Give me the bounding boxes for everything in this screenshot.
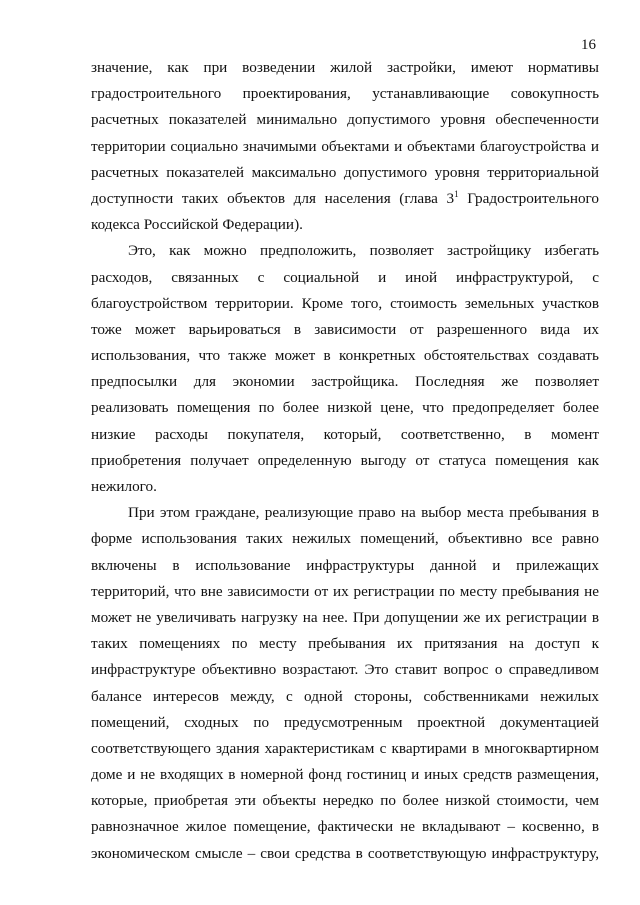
text-line: инфраструктуре объективно возрастают. Это ставит вопрос о справедливом	[91, 661, 599, 679]
text-line: расчетных показателей минимально допустимого уровня обеспеченности	[91, 111, 599, 129]
text-line: помещений, сходных по предусмотренным проектной документацией	[91, 713, 599, 731]
text-line: предпосылки для экономии застройщика. Последняя же позволяет	[91, 373, 599, 391]
text-line-part: доступности таких объектов для населения (глава 3	[91, 189, 455, 207]
text-line: тоже может варьироваться в зависимости от разрешенного вида их	[91, 320, 599, 338]
text-line: которые, приобретая эти объекты нередко по более низкой стоимости, чем	[91, 792, 599, 810]
text-line: форме использования таких нежилых помещений, объективно все равно	[91, 530, 599, 548]
text-line: реализовать помещения по более низкой цене, что предопределяет более	[91, 399, 599, 417]
text-line: территории социально значимыми объектами и объектами благоустройства и	[91, 137, 599, 155]
text-line: включены в использование инфраструктуры данной и прилежащих	[91, 556, 599, 574]
paragraph-2	[91, 238, 599, 500]
text-line: кодекса Российской Федерации).	[91, 216, 303, 234]
text-line: соответствующего здания характеристикам с квартирами в многоквартирном	[91, 739, 599, 757]
text-line: может не увеличивать нагрузку на нее. При допущении же их регистрации в	[91, 608, 599, 626]
body-text	[91, 55, 599, 867]
page-number: 16	[581, 37, 596, 53]
text-line: благоустройством территории. Кроме того, стоимость земельных участков	[91, 294, 599, 312]
text-line: таких помещениях по месту пребывания их притязания на доступ к	[91, 635, 599, 653]
text-line: экономическом смысле – свои средства в соответствующую инфраструктуру,	[91, 844, 599, 862]
text-line: равнозначное жилое помещение, фактически не вкладывают – косвенно, в	[91, 818, 599, 836]
text-line: использования, что также может в конкретных обстоятельствах создавать	[91, 347, 599, 365]
text-line: приобретения получает определенную выгоду от статуса помещения как	[91, 451, 599, 469]
text-line: значение, как при возведении жилой застройки, имеют нормативы	[91, 59, 599, 76]
text-line: градостроительного проектирования, устанавливающие совокупность	[91, 85, 599, 103]
text-line-part: Градостроительного	[458, 189, 599, 207]
text-line: При этом граждане, реализующие право на выбор места пребывания в	[128, 504, 599, 522]
text-line: Это, как можно предположить, позволяет застройщику избегать	[128, 242, 599, 260]
text-line: балансе интересов между, с одной стороны, собственниками нежилых	[91, 687, 599, 705]
text-line: территорий, что вне зависимости от их регистрации по месту пребывания не	[91, 582, 599, 600]
paragraph-3	[91, 500, 599, 867]
text-line: низкие расходы покупателя, который, соответственно, в момент	[91, 425, 599, 443]
text-line: нежилого.	[91, 478, 157, 495]
text-line	[91, 186, 599, 212]
paragraph-1	[91, 55, 599, 238]
text-line: доме и не входящих в номерной фонд гостиниц и иных средств размещения,	[91, 766, 599, 784]
superscript: 1	[454, 188, 459, 199]
text-line: расчетных показателей максимально допустимого уровня территориальной	[91, 163, 599, 181]
text-line: расходов, связанных с социальной и иной инфраструктурой, с	[91, 268, 599, 286]
